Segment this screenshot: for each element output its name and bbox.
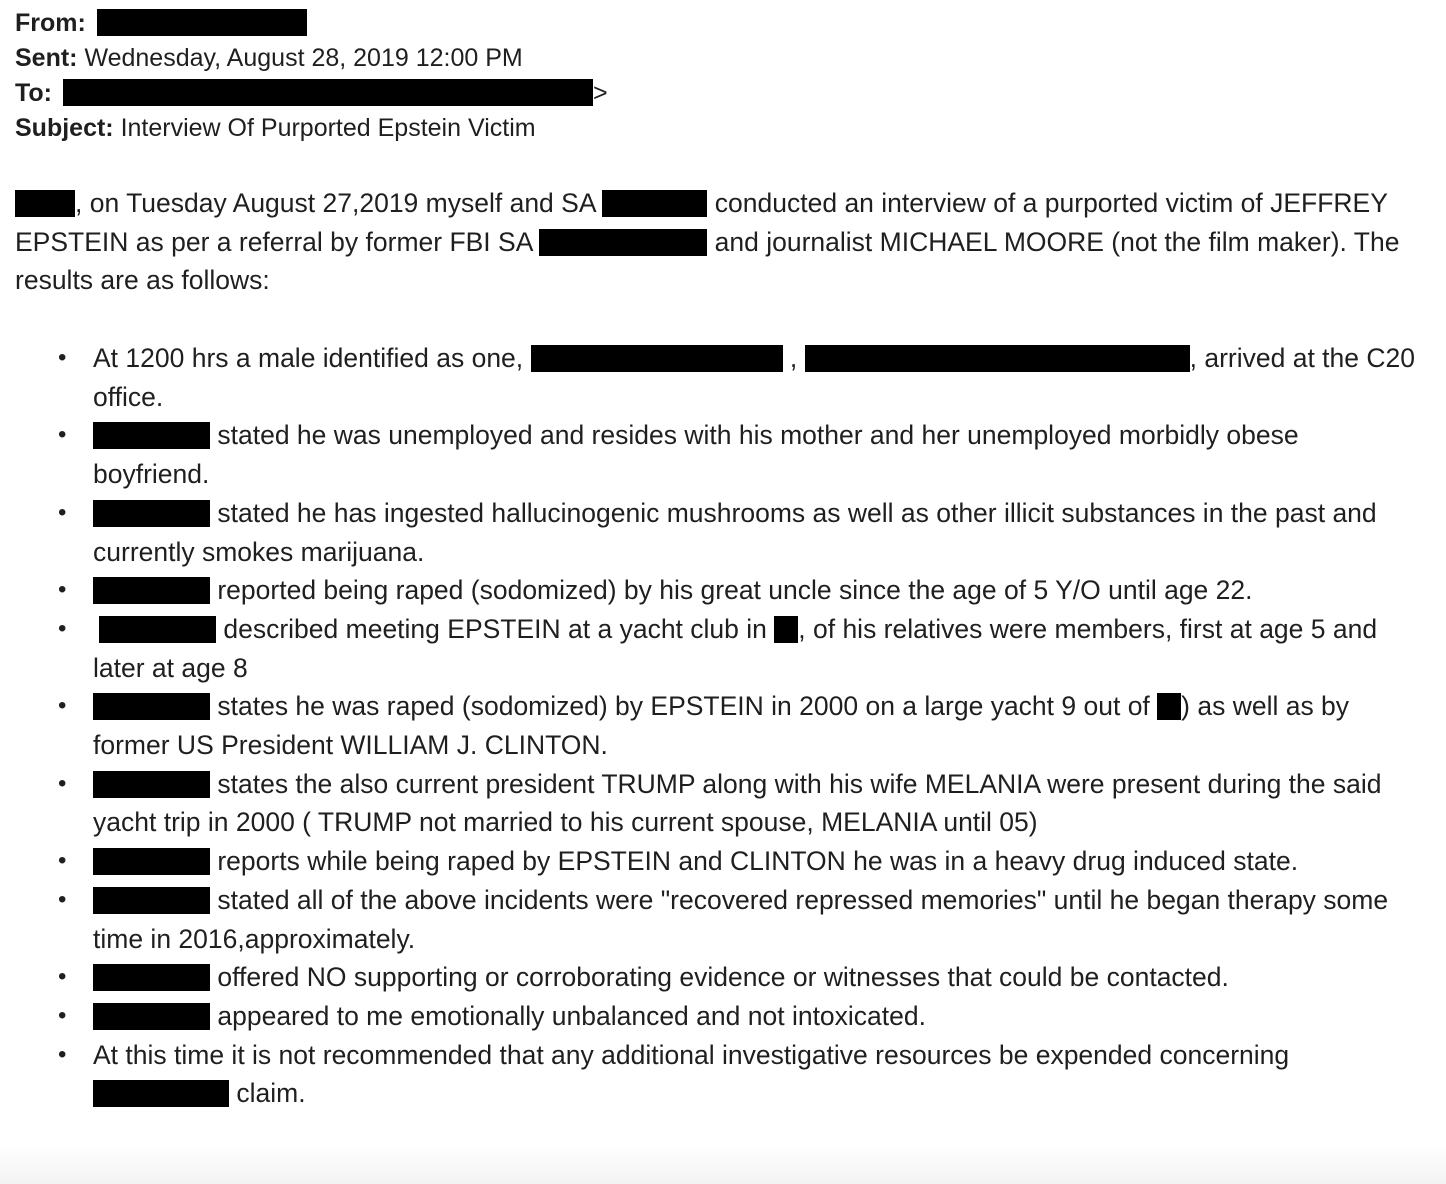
list-item — [0, 339, 1420, 416]
redaction-bar — [93, 771, 210, 798]
bullet-text: At this time it is not recommended that any additional investigative resources be expended concerning — [93, 1039, 1290, 1070]
redaction-bar — [93, 693, 210, 720]
list-item — [0, 958, 1420, 997]
list-item — [0, 997, 1420, 1036]
list-item — [0, 1036, 1420, 1113]
subject-line — [15, 111, 608, 146]
intro-text-1: , on Tuesday August 27,2019 myself and SA — [75, 188, 603, 218]
bullet-text: , arrived at the C20 office. — [93, 343, 1415, 412]
list-item — [0, 765, 1420, 842]
intro-text-2: conducted an interview of a purported victim of JEFFREY EPSTEIN as per a referral by former FBI SA — [15, 188, 1388, 257]
redaction-bar — [1157, 693, 1181, 720]
redaction-bar — [531, 345, 783, 372]
bullet-text: states the also current president TRUMP along with his wife MELANIA were present during the said yacht trip in 2000 ( TRUMP not married to his current spouse, MELANIA until 05) — [93, 768, 1382, 838]
redaction-bar — [93, 1003, 210, 1030]
list-item — [0, 842, 1420, 881]
to-suffix: > — [592, 79, 608, 107]
redaction-bar — [93, 887, 210, 914]
redaction-bar — [539, 229, 707, 256]
redaction-bar — [805, 345, 1190, 372]
bullet-text: stated he was unemployed and resides with his mother and her unemployed morbidly obese boyfriend. — [93, 420, 1299, 490]
list-item — [0, 687, 1420, 764]
redaction-bar — [93, 964, 210, 991]
redaction-bar — [93, 500, 210, 527]
subject-label: Subject: — [15, 114, 114, 142]
sent-label: Sent: — [15, 44, 78, 72]
bullet-text: stated he has ingested hallucinogenic mushrooms as well as other illicit substances in the past and currently smokes marijuana. — [93, 497, 1377, 567]
bullet-text: described meeting EPSTEIN at a yacht club in — [216, 613, 775, 644]
list-item — [0, 494, 1420, 571]
from-line — [15, 6, 608, 41]
redaction-bar — [99, 616, 216, 643]
bullet-text: offered NO supporting or corroborating evidence or witnesses that could be contacted. — [210, 962, 1229, 993]
intro-text-3: and journalist MICHAEL MOORE (not the film maker). The results are as follows: — [15, 226, 1400, 295]
bullet-text: reports while being raped by EPSTEIN and CLINTON he was in a heavy drug induced state. — [210, 846, 1299, 877]
sent-line — [15, 41, 608, 76]
redaction-bar — [602, 190, 707, 217]
redaction-bar — [93, 1080, 229, 1107]
list-item — [0, 881, 1420, 958]
email-header — [15, 6, 608, 146]
bullet-text: claim. — [229, 1078, 306, 1109]
redaction-bar — [93, 577, 210, 604]
redaction-bar — [93, 422, 210, 449]
redaction-bar — [93, 848, 210, 875]
bullet-text: At 1200 hrs a male identified as one, — [93, 343, 531, 373]
page-bottom-edge — [0, 1144, 1446, 1184]
bullet-text: states he was raped (sodomized) by EPSTEIN in 2000 on a large yacht 9 out of — [210, 691, 1158, 722]
list-item — [0, 610, 1420, 687]
bullet-text: appeared to me emotionally unbalanced and not intoxicated. — [210, 1000, 926, 1031]
bullet-text: reported being raped (sodomized) by his great uncle since the age of 5 Y/O until age 22. — [210, 575, 1253, 606]
bullet-text: ) as well as by former US President WILLIAM J. CLINTON. — [93, 691, 1350, 761]
list-item — [0, 571, 1420, 610]
list-item — [0, 416, 1420, 493]
redaction-bar — [15, 190, 75, 217]
to-label: To: — [15, 79, 53, 107]
bullet-text: stated all of the above incidents were "recovered repressed memories" until he began therapy some time in 2016,approximately. — [93, 884, 1389, 954]
subject-value: Interview Of Purported Epstein Victim — [120, 114, 536, 142]
to-line — [15, 76, 608, 111]
bullet-text: , of his relatives were members, first at age 5 and later at age 8 — [93, 613, 1378, 683]
redaction-bar — [63, 79, 593, 106]
sent-value: Wednesday, August 28, 2019 12:00 PM — [84, 44, 523, 72]
intro-paragraph — [15, 184, 1415, 300]
findings-list — [0, 339, 1420, 1113]
from-label: From: — [15, 9, 86, 37]
bullet-text: , — [782, 343, 805, 373]
redaction-bar — [774, 616, 798, 643]
redaction-bar — [97, 9, 307, 36]
